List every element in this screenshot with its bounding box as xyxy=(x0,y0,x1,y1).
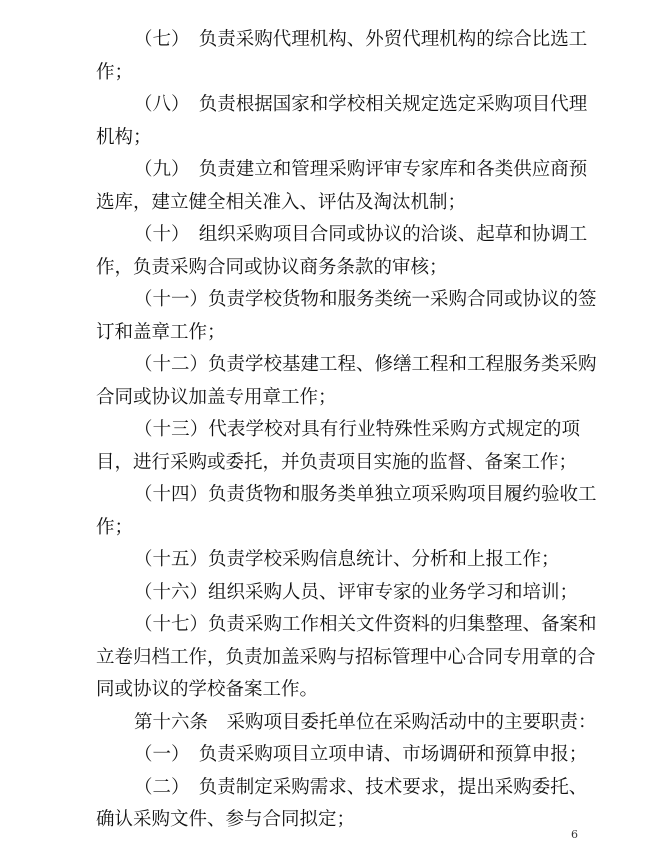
text-line: 立卷归档工作，负责加盖采购与招标管理中心合同专用章的合 xyxy=(96,646,596,668)
article-heading-line: 第十六条 采购项目委托单位在采购活动中的主要职责： xyxy=(134,711,597,733)
text-line: 作； xyxy=(96,516,134,538)
text-line: 机构； xyxy=(96,126,152,148)
document-body xyxy=(96,24,597,837)
text-line: （十七）负责采购工作相关文件资料的归集整理、备案和 xyxy=(134,614,597,635)
text-line: 作，负责采购合同或协议商务条款的审核； xyxy=(96,256,448,278)
text-line: 选库，建立健全相关准入、评估及淘汰机制； xyxy=(96,191,467,213)
page-number: 6 xyxy=(571,828,578,841)
text-line: （十三）代表学校对具有行业特殊性采购方式规定的项 xyxy=(134,419,580,440)
text-line: （十一）负责学校货物和服务类统一采购合同或协议的签 xyxy=(134,289,597,310)
text-line: （十二）负责学校基建工程、修缮工程和工程服务类采购 xyxy=(134,354,597,375)
text-line: 作； xyxy=(96,61,134,83)
text-line: 确认采购文件、参与合同拟定； xyxy=(96,809,356,830)
text-line: （十） 组织采购项目合同或协议的洽谈、起草和协调工 xyxy=(134,224,588,245)
text-line: （十六）组织采购人员、评审专家的业务学习和培训； xyxy=(134,581,579,603)
text-line: 目，进行采购或委托，并负责项目实施的监督、备案工作； xyxy=(96,451,578,473)
text-line: （一） 负责采购项目立项申请、市场调研和预算申报； xyxy=(134,744,588,765)
text-line: 订和盖章工作； xyxy=(96,321,226,343)
text-line: （九） 负责建立和管理采购评审专家库和各类供应商预 xyxy=(134,159,588,180)
text-line: （七） 负责采购代理机构、外贸代理机构的综合比选工 xyxy=(134,29,588,50)
text-line: 同或协议的学校备案工作。 xyxy=(96,679,319,700)
text-line: （十四）负责货物和服务类单独立项采购项目履约验收工 xyxy=(134,484,597,505)
text-line: 合同或协议加盖专用章工作； xyxy=(96,386,337,408)
text-line: （二） 负责制定采购需求、技术要求，提出采购委托、 xyxy=(134,776,588,798)
text-line: （八） 负责根据国家和学校相关规定选定采购项目代理 xyxy=(134,94,588,115)
text-line: （十五）负责学校采购信息统计、分析和上报工作； xyxy=(134,549,560,570)
